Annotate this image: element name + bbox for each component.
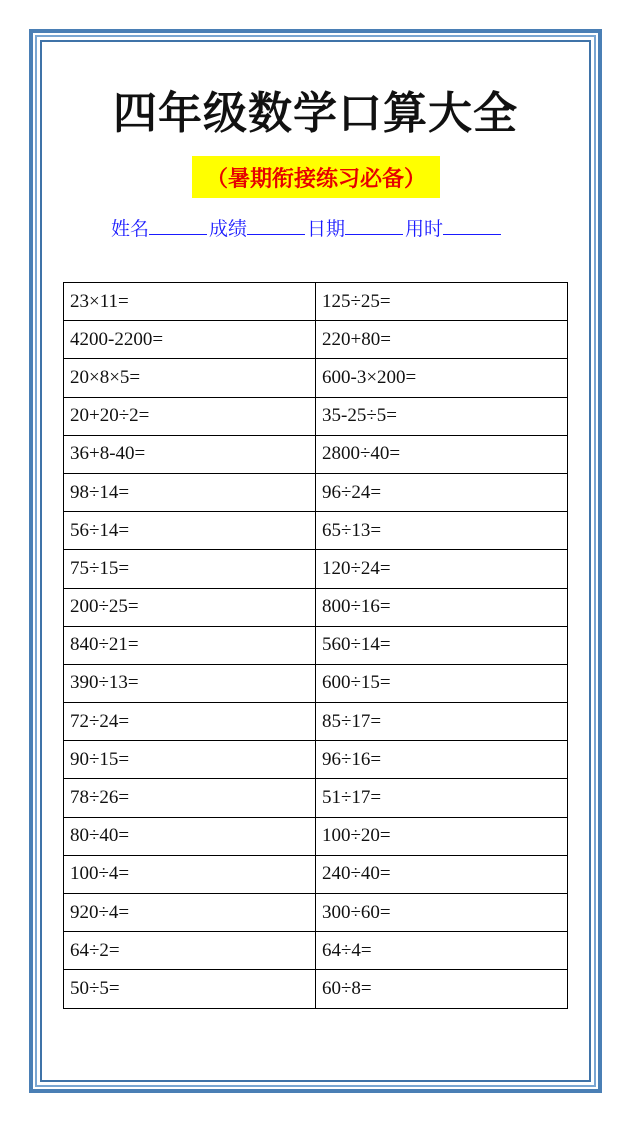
info-label: 用时 (405, 218, 444, 240)
table-row (64, 894, 568, 932)
problem-cell-right: 100÷20= (316, 817, 568, 855)
problem-cell-right: 51÷17= (316, 779, 568, 817)
table-row (64, 703, 568, 741)
problem-cell-left: 80÷40= (64, 817, 316, 855)
fill-in-blank[interactable] (443, 214, 501, 235)
table-row (64, 817, 568, 855)
table-row (64, 397, 568, 435)
problem-cell-left: 50÷5= (64, 970, 316, 1008)
table-row (64, 473, 568, 511)
table-row (64, 779, 568, 817)
problem-cell-right: 240÷40= (316, 855, 568, 893)
problem-cell-right: 125÷25= (316, 283, 568, 321)
problem-cell-right: 85÷17= (316, 703, 568, 741)
problem-cell-left: 100÷4= (64, 855, 316, 893)
problem-cell-right: 64÷4= (316, 932, 568, 970)
problem-cell-right: 560÷14= (316, 626, 568, 664)
problem-cell-left: 390÷13= (64, 664, 316, 702)
table-row (64, 512, 568, 550)
problem-cell-left: 20×8×5= (64, 359, 316, 397)
problem-cell-left: 200÷25= (64, 588, 316, 626)
info-label: 成绩 (209, 218, 248, 240)
problem-cell-right: 600-3×200= (316, 359, 568, 397)
problem-cell-right: 800÷16= (316, 588, 568, 626)
info-label: 姓名 (111, 218, 150, 240)
problem-cell-left: 23×11= (64, 283, 316, 321)
table-row (64, 588, 568, 626)
problem-cell-right: 60÷8= (316, 970, 568, 1008)
problem-cell-left: 840÷21= (64, 626, 316, 664)
info-field-name (111, 214, 209, 242)
problem-cell-right: 35-25÷5= (316, 397, 568, 435)
problem-cell-left: 64÷2= (64, 932, 316, 970)
problem-cell-right: 96÷16= (316, 741, 568, 779)
table-row (64, 664, 568, 702)
problem-cell-left: 78÷26= (64, 779, 316, 817)
table-row (64, 855, 568, 893)
info-field-score (209, 214, 307, 242)
problem-cell-left: 72÷24= (64, 703, 316, 741)
table-row (64, 970, 568, 1008)
problem-cell-right: 600÷15= (316, 664, 568, 702)
info-label: 日期 (307, 218, 346, 240)
fill-in-blank[interactable] (345, 214, 403, 235)
problem-cell-left: 20+20÷2= (64, 397, 316, 435)
problem-cell-left: 920÷4= (64, 894, 316, 932)
problem-cell-left: 98÷14= (64, 473, 316, 511)
table-row (64, 359, 568, 397)
problem-cell-left: 75÷15= (64, 550, 316, 588)
info-field-date (307, 214, 405, 242)
student-info-line (111, 214, 531, 242)
problem-cell-right: 300÷60= (316, 894, 568, 932)
table-row (64, 741, 568, 779)
table-row (64, 932, 568, 970)
problem-cell-right: 65÷13= (316, 512, 568, 550)
table-row (64, 550, 568, 588)
problem-cell-right: 220+80= (316, 321, 568, 359)
problem-cell-left: 56÷14= (64, 512, 316, 550)
table-row (64, 626, 568, 664)
problem-cell-right: 120÷24= (316, 550, 568, 588)
table-row (64, 321, 568, 359)
subtitle-highlight (192, 156, 440, 198)
worksheet-title: 四年级数学口算大全 (113, 88, 518, 139)
table-row (64, 283, 568, 321)
fill-in-blank[interactable] (247, 214, 305, 235)
info-field-time (405, 214, 503, 242)
problem-cell-left: 36+8-40= (64, 435, 316, 473)
fill-in-blank[interactable] (149, 214, 207, 235)
problem-cell-right: 96÷24= (316, 473, 568, 511)
table-row (64, 435, 568, 473)
problem-cell-left: 4200-2200= (64, 321, 316, 359)
problem-cell-left: 90÷15= (64, 741, 316, 779)
problem-cell-right: 2800÷40= (316, 435, 568, 473)
problem-table (63, 282, 568, 1009)
worksheet-subtitle: （暑期衔接练习必备） (205, 166, 426, 192)
